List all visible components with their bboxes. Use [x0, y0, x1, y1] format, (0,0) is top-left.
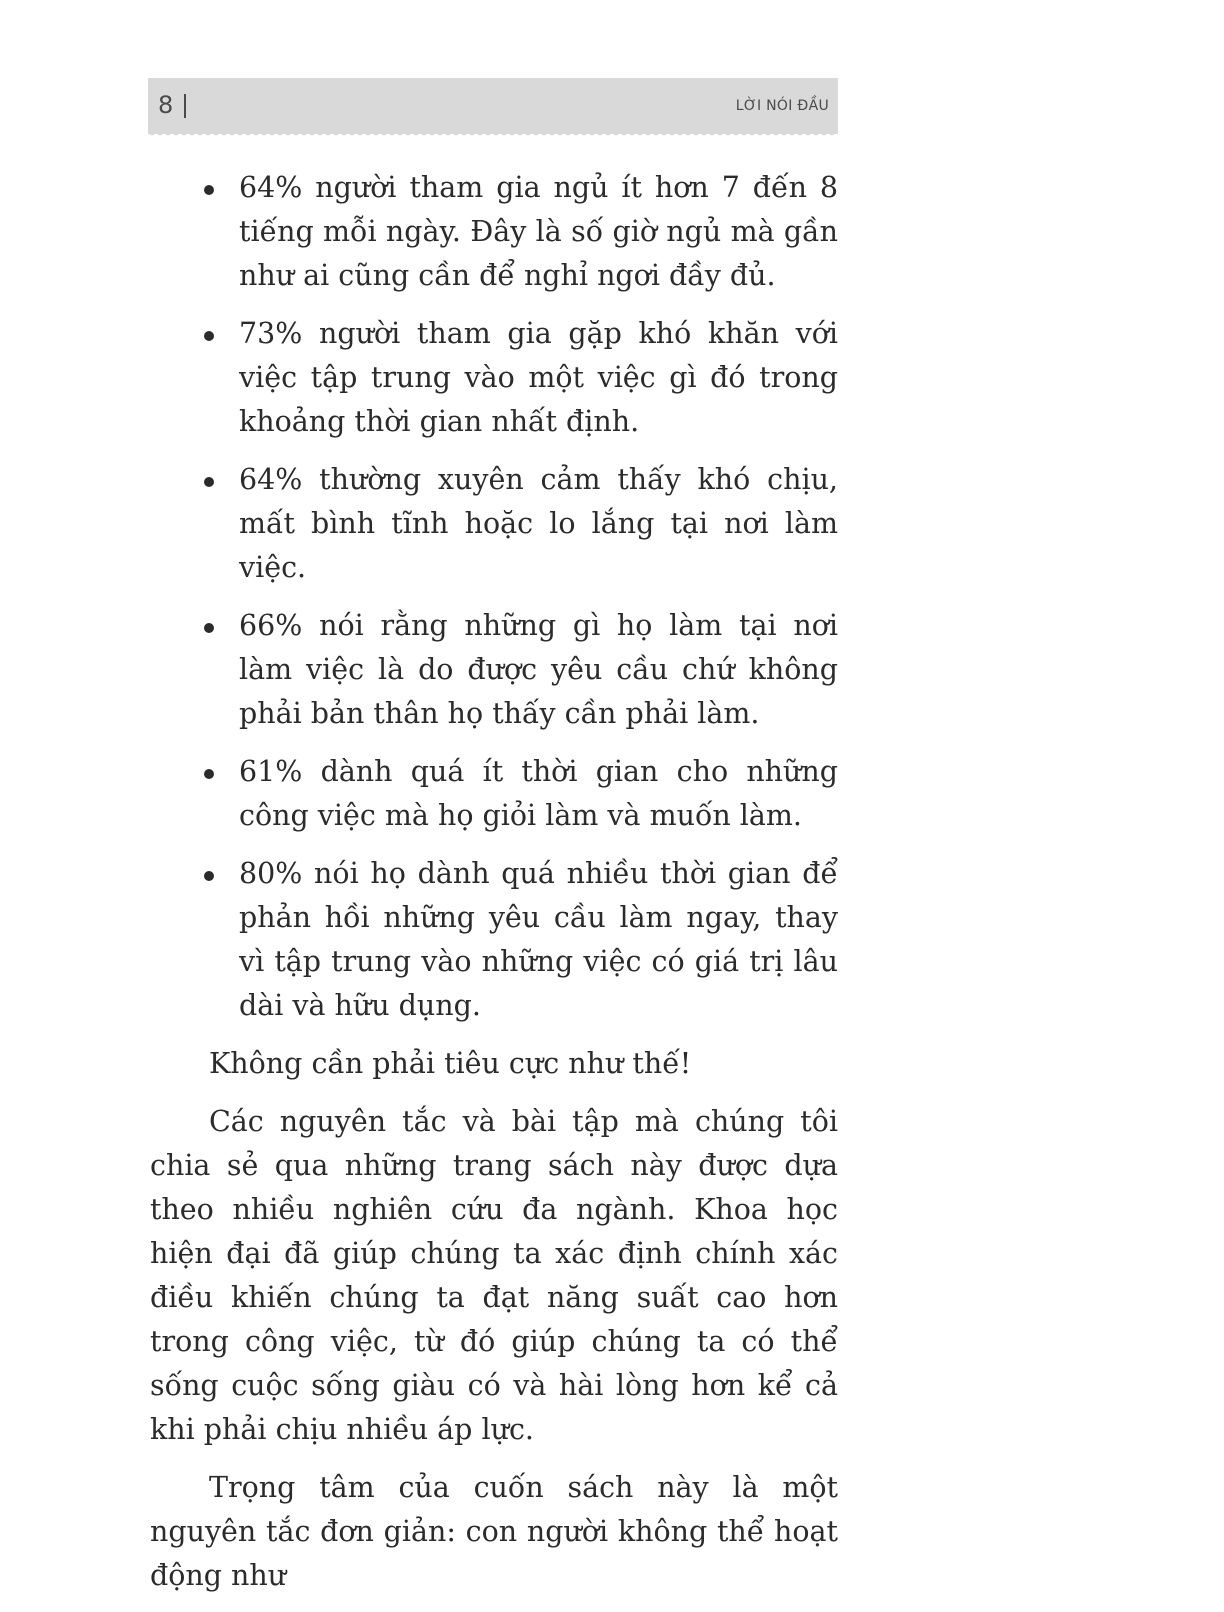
statistics-list — [150, 166, 838, 1028]
list-item — [150, 312, 838, 444]
list-item-text: 73% người tham gia gặp khó khăn với việc tập trung vào một việc gì đó trong khoảng thời gian nhất định. — [239, 317, 838, 438]
bullet-icon — [204, 769, 214, 779]
running-title: LỜI NÓI ĐẦU — [735, 98, 829, 114]
list-item — [150, 604, 838, 736]
bullet-icon — [204, 477, 214, 487]
paragraph: Các nguyên tắc và bài tập mà chúng tôi chia sẻ qua những trang sách này được dựa theo nhiều nghiên cứu đa ngành. Khoa học hiện đại đã giúp chúng ta xác định chính xác điều khiến chúng ta đạt năng suất cao hơn trong công việc, từ đó giúp chúng ta có thể sống cuộc sống giàu có và hài lòng hơn kể cả khi phải chịu nhiều áp lực. — [150, 1105, 838, 1446]
list-item-text: 80% nói họ dành quá nhiều thời gian để phản hồi những yêu cầu làm ngay, thay vì tập trung vào những việc có giá trị lâu dài và hữu dụng. — [239, 857, 838, 1022]
page-number: 8 — [158, 91, 174, 119]
paragraph: Không cần phải tiêu cực như thế! — [209, 1047, 692, 1080]
list-item — [150, 750, 838, 838]
running-header-bar — [148, 78, 838, 134]
list-item-text: 64% người tham gia ngủ ít hơn 7 đến 8 tiếng mỗi ngày. Đây là số giờ ngủ mà gần như ai cũng cần để nghỉ ngơi đầy đủ. — [239, 171, 838, 292]
bullet-icon — [204, 331, 214, 341]
list-item — [150, 166, 838, 298]
paragraph: Trọng tâm của cuốn sách này là một nguyên tắc đơn giản: con người không thể hoạt động như — [150, 1471, 838, 1592]
bullet-icon — [204, 871, 214, 881]
list-item-text: 61% dành quá ít thời gian cho những công việc mà họ giỏi làm và muốn làm. — [239, 755, 838, 832]
list-item-text: 66% nói rằng những gì họ làm tại nơi làm việc là do được yêu cầu chứ không phải bản thân họ thấy cần phải làm. — [239, 609, 838, 730]
bullet-icon — [204, 623, 214, 633]
bullet-icon — [204, 185, 214, 195]
list-item — [150, 458, 838, 590]
page-body — [150, 166, 838, 1612]
list-item — [150, 852, 838, 1028]
list-item-text: 64% thường xuyên cảm thấy khó chịu, mất bình tĩnh hoặc lo lắng tại nơi làm việc. — [239, 463, 838, 584]
header-divider — [184, 94, 186, 118]
